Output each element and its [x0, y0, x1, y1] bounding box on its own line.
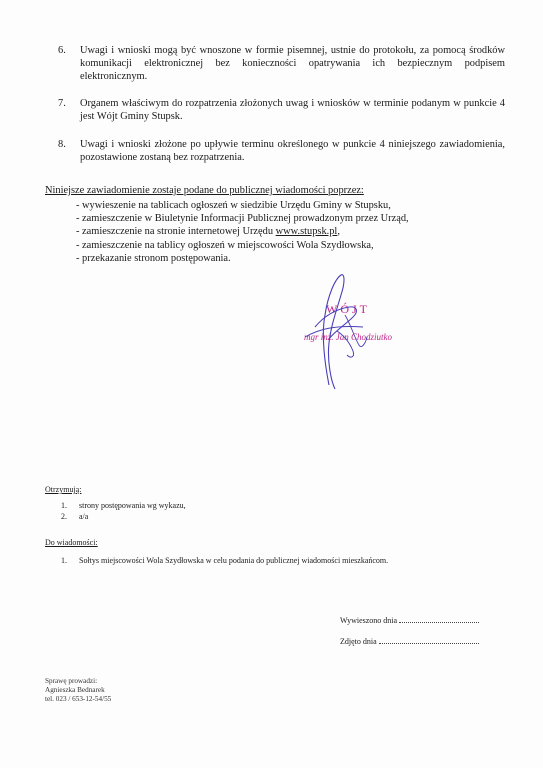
item-number: 6. — [58, 45, 66, 56]
footer-line: Agnieszka Bednarek — [45, 686, 105, 694]
item-number: 1. — [61, 556, 67, 565]
notice-bullet-suffix: , — [337, 226, 340, 238]
notice-bullet — [76, 225, 409, 238]
cc-list — [61, 555, 388, 566]
footer-line: Sprawę prowadzi: — [45, 677, 98, 685]
website-link[interactable]: www.stupsk.pl — [275, 226, 338, 238]
list-item — [58, 138, 505, 166]
item-text: strony postępowania wg wykazu, — [79, 501, 186, 510]
list-item — [61, 500, 186, 511]
removed-date-blank — [379, 636, 479, 644]
posted-date-label: Wywieszono dnia — [340, 616, 398, 625]
list-item — [61, 555, 388, 566]
cc-heading: Do wiadomości: — [45, 538, 98, 547]
notice-bullets — [76, 199, 409, 265]
case-handler-footer — [45, 677, 111, 704]
removed-date-label: Zdjęto dnia — [340, 637, 377, 646]
recipients-list — [61, 500, 186, 522]
item-number: 7. — [58, 98, 66, 109]
handwritten-signature — [285, 265, 405, 405]
posted-date-blank — [399, 615, 479, 623]
item-text: Uwagi i wnioski złożone po upływie terminu określonego w punkcie 4 niniejszego zawiadomienia, pozostawione zostaną bez rozpatrzenia. — [80, 139, 505, 163]
item-number: 1. — [61, 501, 67, 510]
notice-bullet: - wywieszenie na tablicach ogłoszeń w siedzibie Urzędu Gminy w Stupsku, — [76, 200, 391, 211]
footer-line: tel. 023 / 653-12-54/55 — [45, 695, 112, 703]
posted-date-field — [340, 615, 479, 625]
list-item — [58, 44, 505, 84]
recipients-heading: Otrzymują: — [45, 485, 82, 494]
item-number: 8. — [58, 139, 66, 150]
stamp-title: WÓJT — [326, 302, 370, 316]
item-number: 2. — [61, 512, 67, 521]
notice-bullet: - przekazanie stronom postępowania. — [76, 252, 231, 264]
item-text: a/a — [79, 512, 89, 521]
notice-bullet: - zamieszczenie w Biuletynie Informacji Publicznej prowadzonym przez Urząd, — [76, 213, 409, 225]
item-text: Organem właściwym do rozpatrzenia złożonych uwag i wniosków w terminie podanym w punkcie 4 jest Wójt Gminy Stupsk. — [80, 98, 505, 122]
item-text: Sołtys miejscowości Wola Szydłowska w celu podania do publicznej wiadomości mieszkańcom. — [79, 556, 389, 565]
notice-bullet-text: - zamieszczenie na stronie internetowej Urzędu — [76, 226, 276, 238]
stamp-name: mgr inż. Jan Chodziutko — [304, 332, 393, 342]
list-item — [58, 97, 505, 125]
notice-bullet: - zamieszczenie na tablicy ogłoszeń w miejscowości Wola Szydłowska, — [76, 239, 374, 251]
list-item — [61, 511, 186, 522]
notice-heading: Niniejsze zawiadomienie zostaje podane do publicznej wiadomości poprzez: — [45, 185, 364, 196]
item-text: Uwagi i wnioski mogą być wnoszone w formie pisemnej, ustnie do protokołu, za pomocą środków komunikacji elektronicznej bez konieczności opatrywania ich bezpiecznym podpisem elektronicznym. — [80, 45, 505, 82]
removed-date-field — [340, 636, 479, 646]
